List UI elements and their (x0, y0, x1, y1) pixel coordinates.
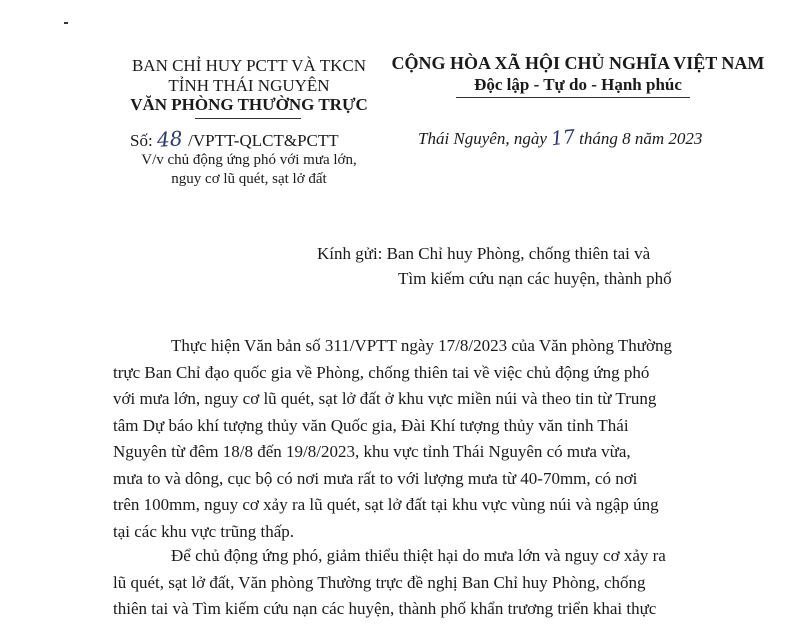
issuer-underline (195, 118, 301, 119)
paragraph-line: trên 100mm, nguy cơ xảy ra lũ quét, sạt lở đất tại khu vực vùng núi và ngập úng (113, 495, 659, 514)
date-prefix: Thái Nguyên, ngày (418, 129, 547, 148)
number-suffix: /VPTT-QLCT&PCTT (188, 131, 339, 150)
handwritten-day: 17 (549, 125, 577, 151)
paragraph-line: tâm Dự báo khí tượng thủy văn Quốc gia, Đài Khí tượng thủy văn tỉnh Thái (113, 415, 629, 435)
paragraph-line: thiên tai và Tìm kiếm cứu nạn các huyện, thành phố khẩn trương triển khai thực (113, 599, 657, 618)
paragraph-line: Thực hiện Văn bản số 311/VPTT ngày 17/8/2023 của Văn phòng Thường (171, 336, 673, 355)
number-prefix: Số: (130, 131, 153, 150)
issuing-province: TỈNH THÁI NGUYÊN (168, 76, 330, 95)
subject-line-1: V/v chủ động ứng phó với mưa lớn, (141, 152, 357, 168)
national-motto: Độc lập - Tự do - Hạnh phúc (474, 75, 682, 94)
national-title: CỘNG HÒA XÃ HỘI CHỦ NGHĨA VIỆT NAM (391, 53, 765, 73)
paragraph-line: lũ quét, sạt lở đất, Văn phòng Thường trực đề nghị Ban Chỉ huy Phòng, chống (113, 572, 646, 592)
body-paragraph-2 (113, 543, 728, 623)
scan-speck (64, 22, 68, 24)
paragraph-line: mưa to và dông, cục bộ có nơi mưa rất to với lượng mưa từ 40-70mm, có nơi (113, 468, 638, 488)
paragraph-line: Để chủ động ứng phó, giảm thiểu thiệt hại do mưa lớn và nguy cơ xảy ra (171, 546, 666, 565)
document-number (130, 127, 339, 151)
date-suffix: tháng 8 năm 2023 (579, 129, 703, 148)
paragraph-line: Nguyên từ đêm 18/8 đến 19/8/2023, khu vực tỉnh Thái Nguyên có mưa vừa, (113, 442, 631, 461)
paragraph-line: tại các khu vực trũng thấp. (113, 521, 295, 541)
handwritten-number: 48 (155, 126, 183, 152)
recipient-line-2: Tìm kiếm cứu nạn các huyện, thành phố (398, 269, 672, 288)
document-date (418, 127, 702, 149)
subject-line-2: nguy cơ lũ quét, sạt lở đất (171, 171, 327, 187)
paragraph-line: trực Ban Chỉ đạo quốc gia về Phòng, chống thiên tai về việc chủ động ứng phó (113, 362, 650, 382)
paragraph-line: với mưa lớn, nguy cơ lũ quét, sạt lở đất ở khu vực miền núi và theo tin từ Trung (113, 389, 657, 408)
issuing-authority: BAN CHỈ HUY PCTT VÀ TKCN (131, 56, 367, 75)
recipient-line-1: Kính gửi: Ban Chỉ huy Phòng, chống thiên tai và (317, 244, 651, 263)
issuing-office: VĂN PHÒNG THƯỜNG TRỰC (130, 95, 368, 114)
motto-underline (456, 97, 690, 98)
body-paragraph-1 (113, 333, 728, 545)
